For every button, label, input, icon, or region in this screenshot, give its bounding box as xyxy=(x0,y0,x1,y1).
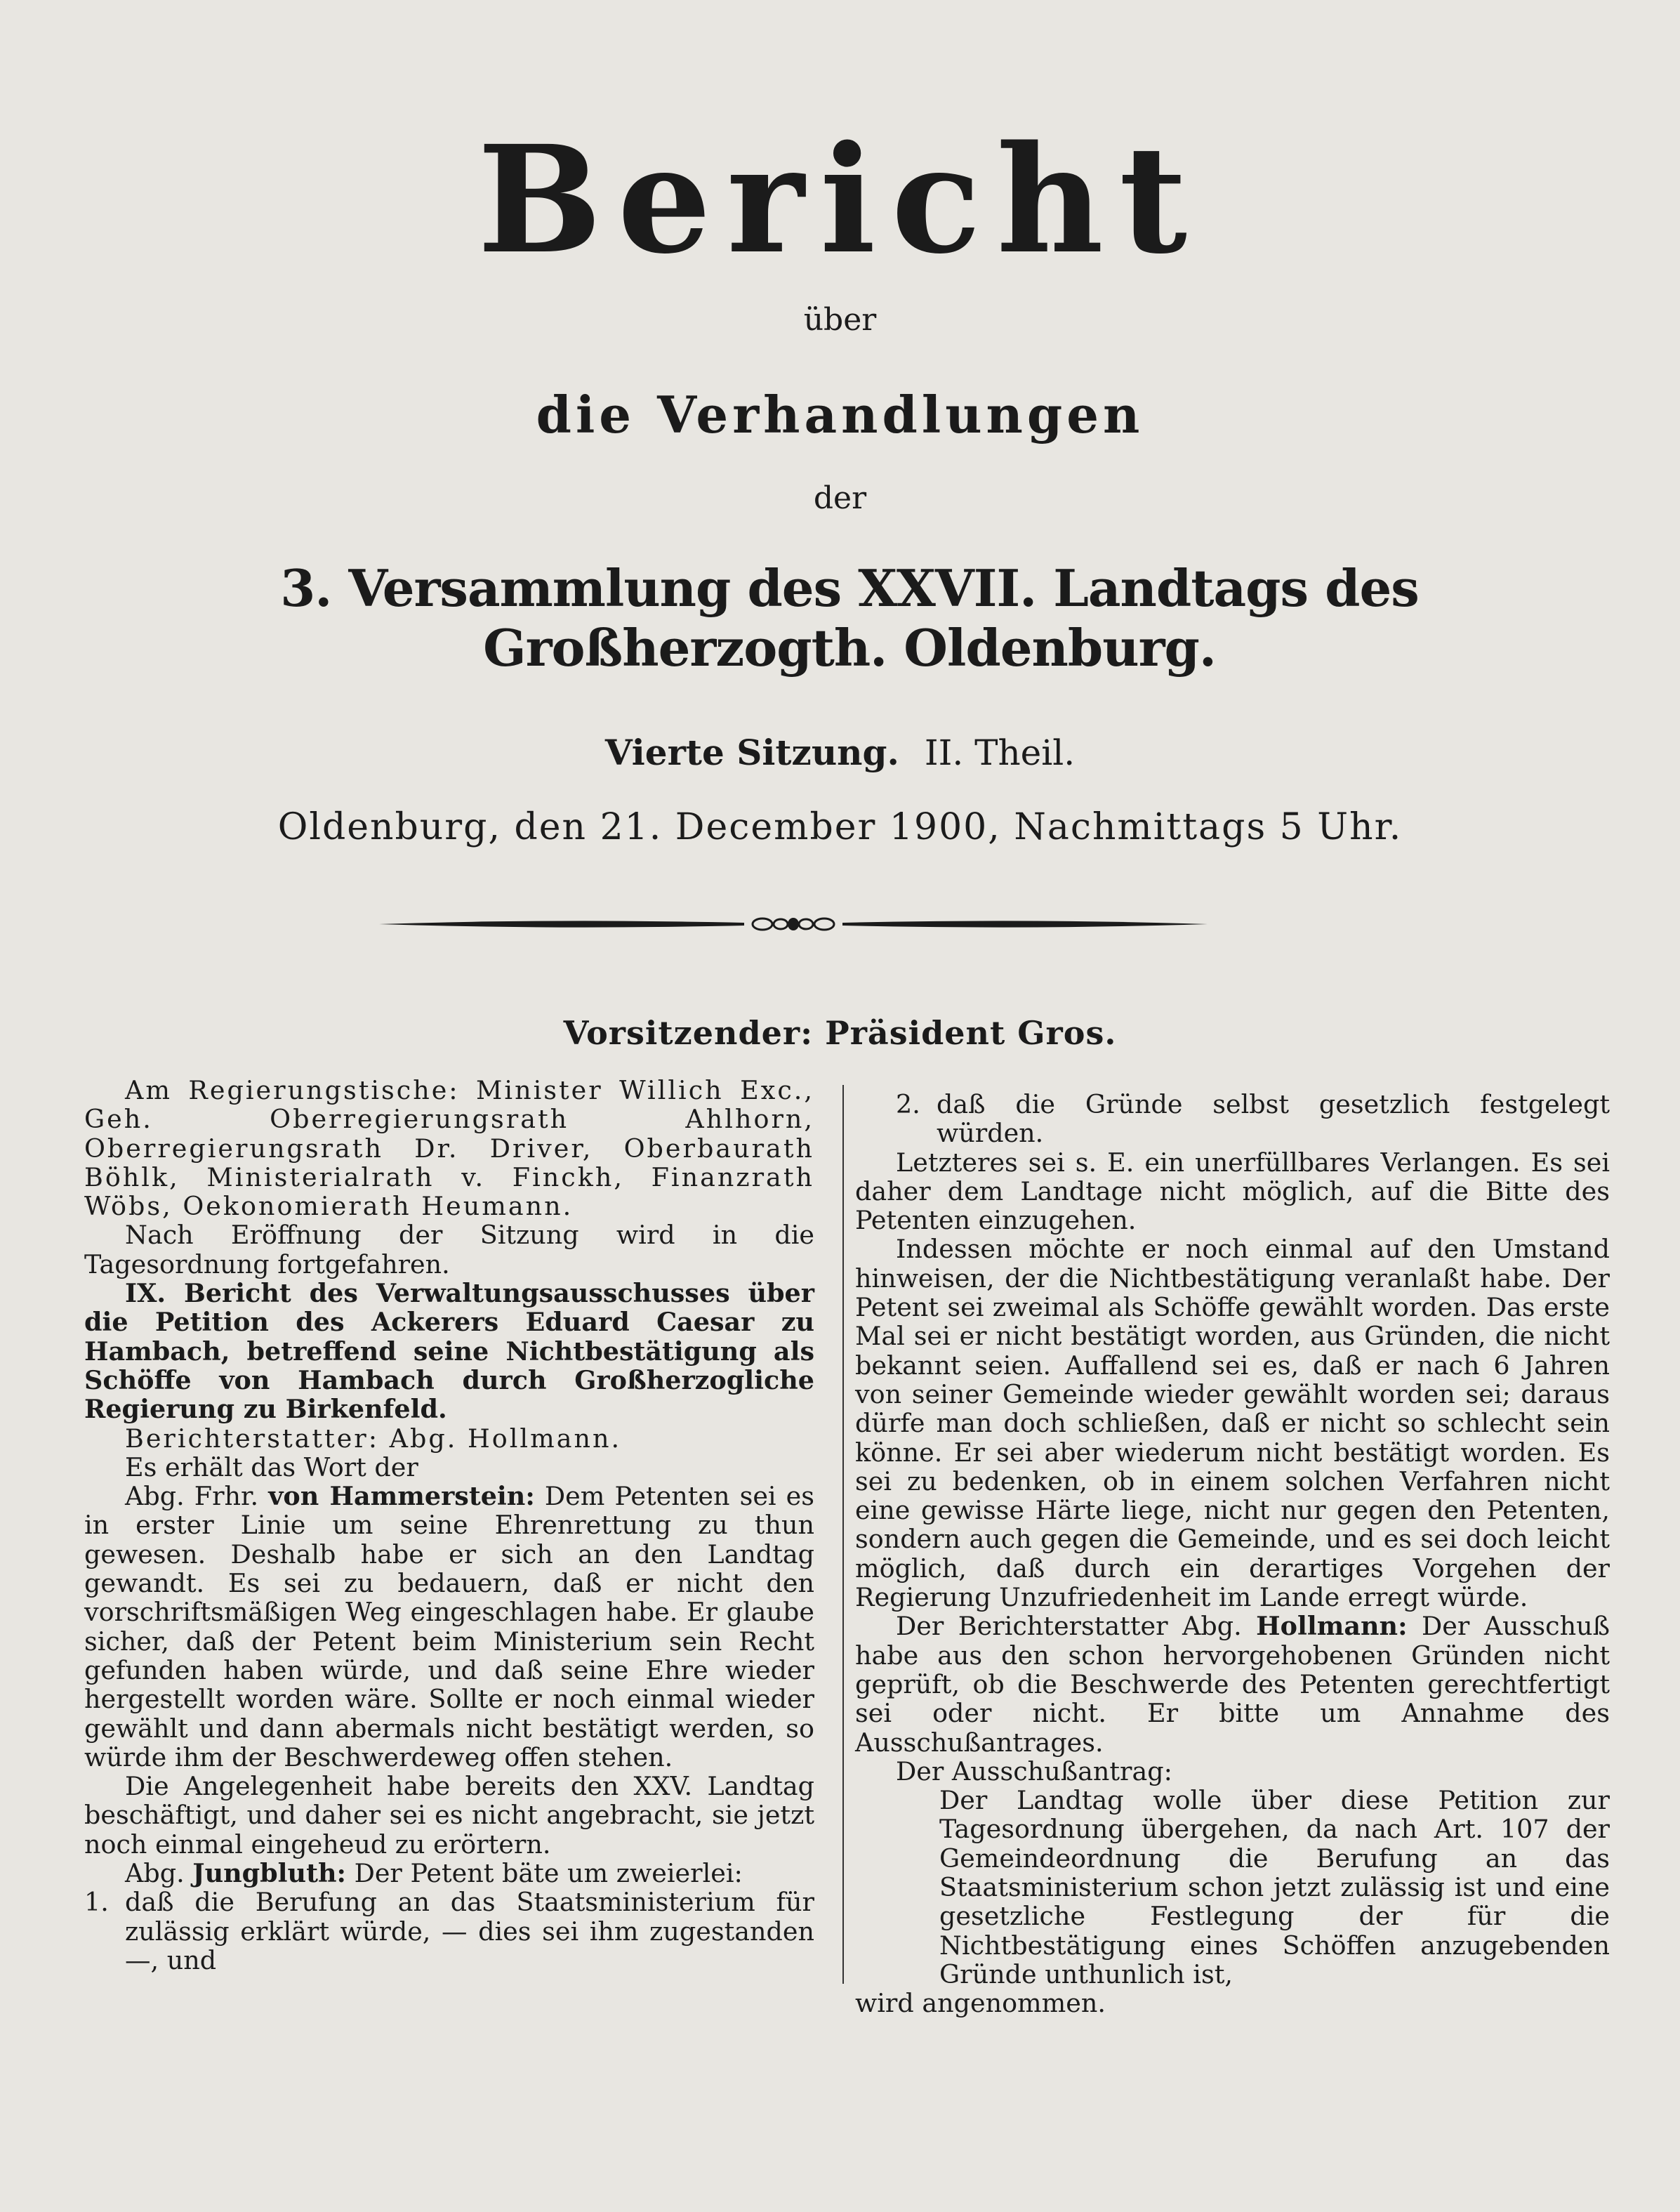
agenda-paragraph: Nach Eröffnung der Sitzung wird in die Tagesordnung fortgefahren. xyxy=(84,1220,814,1279)
speaker-intro: Es erhält das Wort der xyxy=(125,1451,418,1482)
jungbluth-paragraph xyxy=(84,1859,814,1888)
list-item-1-number: 1. xyxy=(84,1887,109,1918)
circumstance-paragraph: Indessen möchte er noch einmal auf den Umstand hinweisen, der die Nichtbestätigung veranlaßt habe. Der Petent sei zweimal als Schöffe gewählt worden. Das erste Mal sei er nicht bestätigt worden, aus Gründen, die nicht bekannt seien. Auffallend sei es, daß er nach 6 Jahren von seiner Gemeinde wieder gewählt worden sei; daraus dürfe man doch schließen, daß er nicht so schlecht sein könne. Er sei aber wiederum nicht bestätigt worden. Es sei zu bedenken, ob in einem solchen Verfahren nicht eine gewisse Härte liege, nicht nur gegen den Petenten, sondern auch gegen die Gemeinde, und es sei doch leicht möglich, daß durch ein derartiges Vorgehen der Regierung Unzufriedenheit im Lande erregt würde. xyxy=(855,1234,1610,1613)
committee-motion-text: Der Landtag wolle über diese Petition zur Tagesordnung übergehen, da nach Art. 107 der Gemeindeordnung die Berufung an das Staatsministerium schon jetzt zulässig ist und eine gesetzliche Festlegung der für die Nichtbestätigung eines Schöffen anzugebenden Gründe unthunlich ist, xyxy=(939,1785,1610,1989)
subtitle-verhandlungen: die Verhandlungen xyxy=(536,385,1144,445)
hammerstein-prefix: Abg. Frhr. xyxy=(125,1481,269,1512)
session-line xyxy=(0,732,1680,773)
subtitle-ueber: über xyxy=(803,302,877,338)
column-divider xyxy=(842,1085,844,1984)
jungbluth-text: Der Petent bäte um zweierlei: xyxy=(345,1858,743,1889)
hammerstein-text: Dem Petenten sei es in erster Linie um seine Ehrenrettung zu thun gewesen. Deshalb habe er sich an den Landtag gewandt. Es sei zu bedauern, daß er nicht den vorschriftsmäßigen Weg eingeschlagen habe. Er glaube sicher, daß der Petent beim Ministerium sein Recht gefunden haben würde, und daß seine Ehre wieder hergestellt worden wäre. Sollte er noch einmal wieder gewählt und dann abermals nicht bestätigt werden, so würde ihm der Beschwerdeweg offen stehen. xyxy=(84,1481,815,1772)
chairman-line: Vorsitzender: Präsident Gros. xyxy=(563,1014,1117,1052)
hollmann-text: Der Ausschuß habe aus den schon hervorgehobenen Gründen nicht geprüft, ob die Beschwerde des Petenten gerechtfertigt sei oder nicht. Er bitte um Annahme des Ausschußantrages. xyxy=(855,1611,1610,1758)
hammerstein-name: von Hammerstein: xyxy=(268,1481,535,1512)
report-title: Bericht xyxy=(477,113,1203,287)
committee-motion-label: Der Ausschußantrag: xyxy=(896,1756,1172,1786)
xxv-landtag-paragraph: Die Angelegenheit habe bereits den XXV. Landtag beschäftigt, und daher sei es nicht angebracht, sie jetzt noch einmal eingeheud zu erörtern. xyxy=(84,1771,814,1859)
list-item-1-text: daß die Berufung an das Staatsministerium für zulässig erklärt würde, — dies sei ihm zugestanden —, und xyxy=(125,1887,814,1975)
list-item-2-text: daß die Gründe selbst gesetzlich festgelegt würden. xyxy=(937,1089,1610,1149)
item-ix-heading: IX. Bericht des Verwaltungsausschusses über die Petition des Ackerers Eduard Caesar zu Hambach, betreffend seine Nichtbestätigung als Schöffe von Hambach durch Großherzogliche Regierung zu Birkenfeld. xyxy=(84,1278,814,1425)
hollmann-paragraph xyxy=(855,1612,1610,1756)
assembly-heading: 3. Versammlung des XXVII. Landtags des Großherzogth. Oldenburg. xyxy=(280,558,1419,678)
right-column xyxy=(855,1090,1610,2018)
hollmann-name: Hollmann: xyxy=(1256,1611,1408,1642)
session-part: II. Theil. xyxy=(924,732,1076,773)
rapporteur-line: Berichterstatter: Abg. Hollmann. xyxy=(125,1423,622,1454)
list-item-1 xyxy=(84,1888,814,1975)
left-column xyxy=(84,1076,814,1975)
unfulfillable-paragraph: Letzteres sei s. E. ein unerfüllbares Verlangen. Es sei daher dem Landtage nicht möglich, auf die Bitte des Petenten einzugehen. xyxy=(855,1147,1610,1236)
place-date-line: Oldenburg, den 21. December 1900, Nachmittags 5 Uhr. xyxy=(277,806,1403,848)
jungbluth-name: Jungbluth: xyxy=(192,1858,346,1889)
hammerstein-paragraph xyxy=(84,1482,814,1772)
list-item-2 xyxy=(855,1090,1610,1148)
hollmann-prefix: Der Berichterstatter Abg. xyxy=(896,1611,1257,1642)
decision-line: wird angenommen. xyxy=(855,1988,1106,2019)
list-item-2-number: 2. xyxy=(896,1089,920,1119)
jungbluth-prefix: Abg. xyxy=(125,1858,193,1889)
government-table-paragraph: Am Regierungstische: Minister Willich Exc., Geh. Oberregierungsrath Ahlhorn, Oberregierungsrath Dr. Driver, Oberbaurath Böhlk, Ministerialrath v. Finckh, Finanzrath Wöbs, Oekonomierath Heumann. xyxy=(84,1075,814,1222)
subtitle-der: der xyxy=(813,480,867,516)
ornament-divider xyxy=(379,911,1208,937)
session-name: Vierte Sitzung. xyxy=(604,732,899,773)
